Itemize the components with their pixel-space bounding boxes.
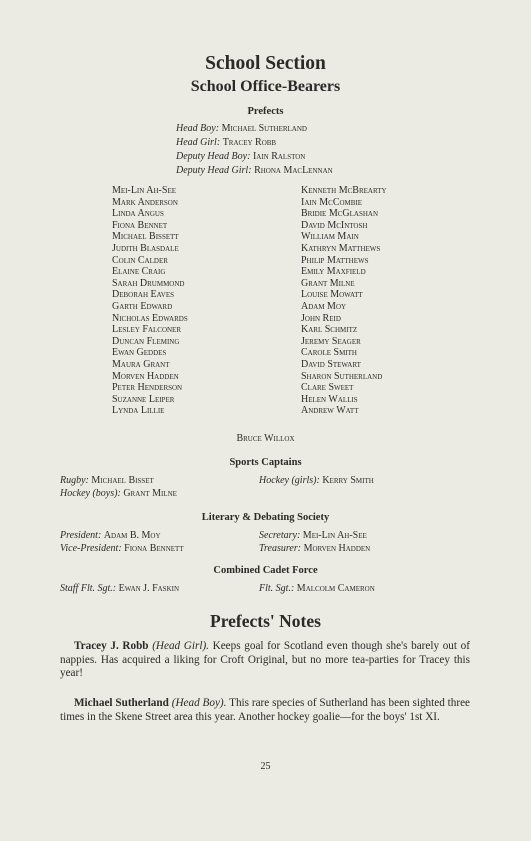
prefect-name: Nicholas Edwards — [112, 312, 188, 324]
role-name: Michael Sutherland — [221, 123, 307, 134]
prefect-name: Duncan Fleming — [112, 335, 180, 347]
deputy-head-boy-line: Deputy Head Boy: Iain Ralston — [176, 151, 306, 162]
prefect-name: Jeremy Seager — [301, 335, 361, 347]
prefect-name: Fiona Bennet — [112, 219, 168, 231]
role-label: Staff Flt. Sgt. — [60, 583, 113, 594]
role-name: Malcolm Cameron — [296, 583, 375, 594]
page-title: School Section — [205, 53, 326, 74]
head-girl-line: Head Girl: Tracey Robb — [176, 137, 277, 148]
prefect-name: Colin Calder — [112, 254, 168, 266]
role-name: Fiona Bennett — [124, 543, 184, 554]
rugby-line: Rugby: Michael Bisset — [60, 475, 154, 486]
prefect-name: Iain McCombie — [301, 196, 363, 208]
prefect-name: Andrew Watt — [301, 405, 359, 417]
page-number: 25 — [260, 761, 271, 772]
prefect-name: Sharon Sutherland — [301, 370, 383, 382]
prefect-name: Clare Sweet — [301, 382, 354, 394]
prefect-name: Sarah Drummond — [112, 277, 185, 289]
head-boy-line: Head Boy: Michael Sutherland — [176, 123, 307, 134]
role-label: Treasurer — [259, 543, 298, 554]
staff-sgt-line: Staff Flt. Sgt.: Ewan J. Faskin — [60, 583, 180, 594]
role-label: Vice-President — [60, 543, 119, 554]
prefect-name: Kathryn Matthews — [301, 242, 381, 254]
prefect-name: David Stewart — [301, 358, 361, 370]
prefect-name: Bridie McGlashan — [301, 208, 379, 220]
treasurer-line: Treasurer: Morven Hadden — [259, 543, 371, 554]
prefect-name: Linda Angus — [112, 208, 164, 220]
note-text: Keeps goal for Scotland even though she's barely out of nappies. Has acquired a liking for Croft Original, but no more tea-parties for Tracey this year! — [60, 640, 470, 680]
role-name: Morven Hadden — [303, 543, 371, 554]
prefect-name: Emily Maxfield — [301, 266, 366, 278]
role-name: Michael Bisset — [91, 475, 154, 486]
prefect-name: Judith Blasdale — [112, 242, 179, 254]
debating-heading: Literary & Debating Society — [201, 512, 330, 523]
flt-sgt-line: Flt. Sgt.: Malcolm Cameron — [259, 583, 375, 594]
prefect-name: John Reid — [301, 312, 341, 324]
prefect-name: Kenneth McBrearty — [301, 185, 387, 196]
hockey-boys-line: Hockey (boys): Grant Milne — [60, 488, 177, 499]
role-label: Head Boy — [176, 123, 216, 134]
prefect-name: Peter Henderson — [112, 382, 183, 394]
note-role: (Head Boy). — [171, 697, 227, 709]
prefect-name: David McIntosh — [301, 219, 368, 231]
deputy-head-girl-line: Deputy Head Girl: Rhona MacLennan — [176, 165, 333, 176]
note-name: Tracey J. Robb — [74, 640, 149, 652]
note-role: (Head Girl). — [152, 640, 209, 652]
sports-heading: Sports Captains — [229, 457, 302, 468]
role-name: Adam B. Moy — [103, 530, 161, 541]
role-label: Flt. Sgt. — [259, 583, 291, 594]
prefects-left-column — [112, 185, 188, 417]
prefect-name: Michael Bissett — [112, 231, 179, 243]
prefects-right-column — [301, 185, 387, 417]
note-paragraph-1 — [60, 640, 470, 681]
note-name: Michael Sutherland — [74, 697, 169, 709]
role-name: Ewan J. Faskin — [118, 583, 180, 594]
prefects-heading: Prefects — [247, 106, 284, 117]
role-name: Tracey Robb — [222, 137, 277, 148]
prefect-name: Helen Wallis — [301, 393, 358, 405]
prefect-name: Grant Milne — [301, 277, 355, 289]
prefect-name: William Main — [301, 231, 359, 243]
role-label: Deputy Head Girl — [176, 165, 249, 176]
cadet-heading: Combined Cadet Force — [213, 565, 318, 576]
page-subtitle: School Office-Bearers — [190, 78, 341, 95]
role-label: President — [60, 530, 98, 541]
role-label: Rugby — [60, 475, 86, 486]
role-label: Hockey (boys) — [60, 488, 118, 499]
role-label: Head Girl — [176, 137, 217, 148]
note-paragraph-2 — [60, 697, 470, 724]
role-label: Secretary — [259, 530, 297, 541]
prefect-name: Lynda Lillie — [112, 405, 165, 417]
prefect-name: Mei-Lin Ah-See — [112, 185, 176, 196]
prefect-name: Adam Moy — [301, 300, 347, 312]
prefect-name: Deborah Eaves — [112, 289, 174, 301]
role-name: Rhona MacLennan — [254, 165, 333, 176]
prefect-name: Mark Anderson — [112, 196, 178, 208]
prefect-name: Suzanne Leiper — [112, 393, 175, 405]
secretary-line: Secretary: Mei-Lin Ah-See — [259, 530, 367, 541]
role-name: Kerry Smith — [322, 475, 374, 486]
prefect-name: Louise Mowatt — [301, 289, 363, 301]
prefect-name: Elaine Craig — [112, 266, 166, 278]
vice-president-line: Vice-President: Fiona Bennett — [60, 543, 184, 554]
role-name: Iain Ralston — [252, 151, 306, 162]
prefect-name: Carole Smith — [301, 347, 357, 359]
notes-heading: Prefects' Notes — [210, 611, 321, 631]
prefect-name: Philip Matthews — [301, 254, 369, 266]
prefects-last-name: Bruce Willox — [236, 433, 295, 444]
prefect-name: Karl Schmitz — [301, 324, 358, 336]
role-name: Grant Milne — [123, 488, 177, 499]
hockey-girls-line: Hockey (girls): Kerry Smith — [259, 475, 374, 486]
prefect-name: Maura Grant — [112, 358, 170, 370]
president-line: President: Adam B. Moy — [60, 530, 161, 541]
role-label: Hockey (girls) — [259, 475, 317, 486]
prefect-name: Morven Hadden — [112, 370, 179, 382]
prefect-name: Lesley Falconer — [112, 324, 182, 336]
role-label: Deputy Head Boy — [176, 151, 248, 162]
note-text: This rare species of Sutherland has been sighted three times in the Skene Street area this year. Another hockey goalie—for the boys' 1st XI. — [60, 697, 471, 723]
prefect-name: Ewan Geddes — [112, 347, 167, 359]
prefect-name: Garth Edward — [112, 300, 173, 312]
role-name: Mei-Lin Ah-See — [302, 530, 367, 541]
